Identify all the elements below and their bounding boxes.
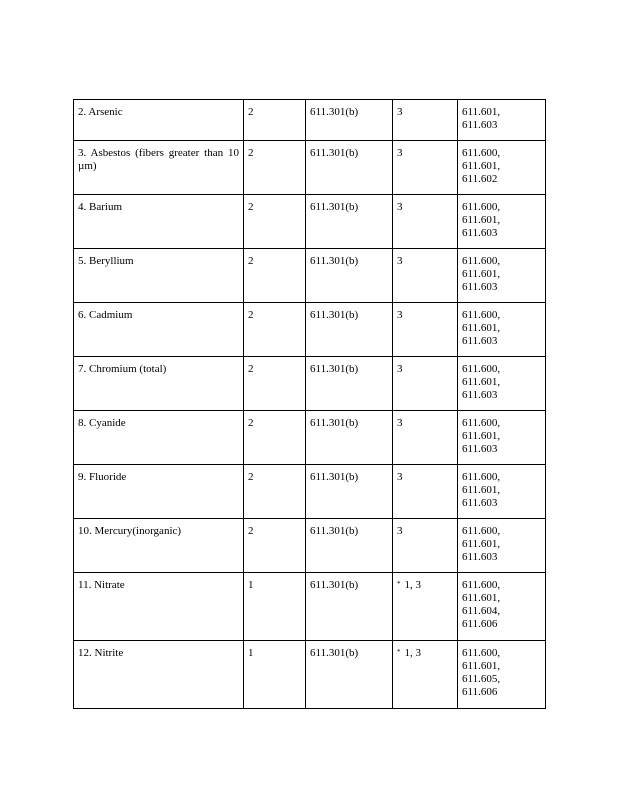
column-4-value: 3 <box>397 417 403 429</box>
section-reference: 611.603 <box>462 497 498 509</box>
footnote-mark: * <box>397 648 401 656</box>
section-reference-cell: 611.301(b) <box>306 465 393 519</box>
section-reference: 611.601, <box>462 592 501 604</box>
contaminant-name-cell: 8. Cyanide <box>74 411 244 465</box>
table-row <box>74 249 546 303</box>
column-4-cell <box>393 195 458 249</box>
contaminant-table <box>73 99 546 709</box>
section-reference: 611.603 <box>462 389 498 401</box>
contaminant-name-cell: 11. Nitrate <box>74 573 244 641</box>
section-reference: 611.603 <box>462 227 498 239</box>
table-row <box>74 303 546 357</box>
monitoring-sections-cell <box>458 141 546 195</box>
column-2-cell: 2 <box>244 411 306 465</box>
column-4-value: 3 <box>397 201 403 213</box>
column-4-cell <box>393 465 458 519</box>
column-2-cell: 2 <box>244 249 306 303</box>
section-reference-cell: 611.301(b) <box>306 411 393 465</box>
section-reference: 611.601, <box>462 160 501 172</box>
contaminant-name-cell: 12. Nitrite <box>74 641 244 709</box>
section-reference-cell: 611.301(b) <box>306 519 393 573</box>
section-reference: 611.600, <box>462 579 501 591</box>
section-reference: 611.600, <box>462 309 501 321</box>
column-2-cell: 2 <box>244 100 306 141</box>
table-row <box>74 465 546 519</box>
column-4-value: 3 <box>397 106 403 118</box>
section-reference: 611.601, <box>462 376 501 388</box>
section-reference: 611.601, <box>462 538 501 550</box>
section-reference: 611.600, <box>462 471 501 483</box>
section-reference: 611.600, <box>462 201 501 213</box>
section-reference: 611.600, <box>462 147 501 159</box>
section-reference: 611.601, <box>462 322 501 334</box>
section-reference-cell: 611.301(b) <box>306 303 393 357</box>
section-reference-cell: 611.301(b) <box>306 100 393 141</box>
section-reference: 611.605, <box>462 673 501 685</box>
section-reference: 611.600, <box>462 363 501 375</box>
section-reference: 611.600, <box>462 255 501 267</box>
section-reference: 611.601, <box>462 430 501 442</box>
table-row <box>74 100 546 141</box>
section-reference: 611.603 <box>462 443 498 455</box>
contaminant-name-cell: 5. Beryllium <box>74 249 244 303</box>
column-4-value: 1, 3 <box>404 579 421 591</box>
table-row <box>74 141 546 195</box>
section-reference: 611.601, <box>462 660 501 672</box>
section-reference: 611.606 <box>462 686 498 698</box>
column-4-value: 3 <box>397 471 403 483</box>
column-4-cell <box>393 573 458 641</box>
table-row <box>74 641 546 709</box>
monitoring-sections-cell <box>458 249 546 303</box>
column-2-cell: 2 <box>244 195 306 249</box>
column-4-cell <box>393 519 458 573</box>
column-2-cell: 2 <box>244 465 306 519</box>
section-reference: 611.600, <box>462 525 501 537</box>
monitoring-sections-cell <box>458 519 546 573</box>
table-row <box>74 357 546 411</box>
column-4-value: 3 <box>397 525 403 537</box>
column-2-cell: 1 <box>244 573 306 641</box>
monitoring-sections-cell <box>458 357 546 411</box>
column-2-cell: 2 <box>244 141 306 195</box>
section-reference: 611.600, <box>462 647 501 659</box>
footnote-mark: * <box>397 580 401 588</box>
section-reference: 611.601, <box>462 268 501 280</box>
section-reference: 611.604, <box>462 605 501 617</box>
table-row <box>74 519 546 573</box>
contaminant-table-body <box>74 100 546 709</box>
monitoring-sections-cell <box>458 573 546 641</box>
monitoring-sections-cell <box>458 195 546 249</box>
contaminant-name-cell: 9. Fluoride <box>74 465 244 519</box>
column-4-cell <box>393 303 458 357</box>
column-4-cell <box>393 411 458 465</box>
column-4-value: 3 <box>397 255 403 267</box>
column-2-cell: 2 <box>244 303 306 357</box>
section-reference: 611.601, <box>462 484 501 496</box>
column-4-cell <box>393 141 458 195</box>
column-4-value: 3 <box>397 363 403 375</box>
section-reference: 611.603 <box>462 551 498 563</box>
section-reference: 611.603 <box>462 335 498 347</box>
column-4-cell <box>393 249 458 303</box>
section-reference-cell: 611.301(b) <box>306 573 393 641</box>
contaminant-name-cell: 6. Cadmium <box>74 303 244 357</box>
column-4-cell <box>393 641 458 709</box>
monitoring-sections-cell <box>458 411 546 465</box>
contaminant-name-cell: 7. Chromium (total) <box>74 357 244 411</box>
contaminant-name-cell: 2. Arsenic <box>74 100 244 141</box>
column-2-cell: 1 <box>244 641 306 709</box>
column-4-cell <box>393 100 458 141</box>
section-reference: 611.602 <box>462 173 498 185</box>
table-row <box>74 195 546 249</box>
column-4-value: 1, 3 <box>404 647 421 659</box>
monitoring-sections-cell <box>458 641 546 709</box>
section-reference-cell: 611.301(b) <box>306 141 393 195</box>
table-row <box>74 573 546 641</box>
section-reference: 611.601, <box>462 214 501 226</box>
table-row <box>74 411 546 465</box>
column-4-value: 3 <box>397 147 403 159</box>
column-4-value: 3 <box>397 309 403 321</box>
monitoring-sections-cell <box>458 303 546 357</box>
section-reference-cell: 611.301(b) <box>306 357 393 411</box>
section-reference: 611.603 <box>462 119 498 131</box>
section-reference: 611.603 <box>462 281 498 293</box>
column-2-cell: 2 <box>244 357 306 411</box>
column-4-cell <box>393 357 458 411</box>
section-reference: 611.601, <box>462 106 501 118</box>
section-reference-cell: 611.301(b) <box>306 195 393 249</box>
section-reference-cell: 611.301(b) <box>306 641 393 709</box>
section-reference: 611.606 <box>462 618 498 630</box>
section-reference-cell: 611.301(b) <box>306 249 393 303</box>
monitoring-sections-cell <box>458 100 546 141</box>
monitoring-sections-cell <box>458 465 546 519</box>
contaminant-name-cell: 3. Asbestos (fibers greater than 10 µm) <box>74 141 244 195</box>
column-2-cell: 2 <box>244 519 306 573</box>
contaminant-name-cell: 4. Barium <box>74 195 244 249</box>
contaminant-name-cell: 10. Mercury(inorganic) <box>74 519 244 573</box>
section-reference: 611.600, <box>462 417 501 429</box>
